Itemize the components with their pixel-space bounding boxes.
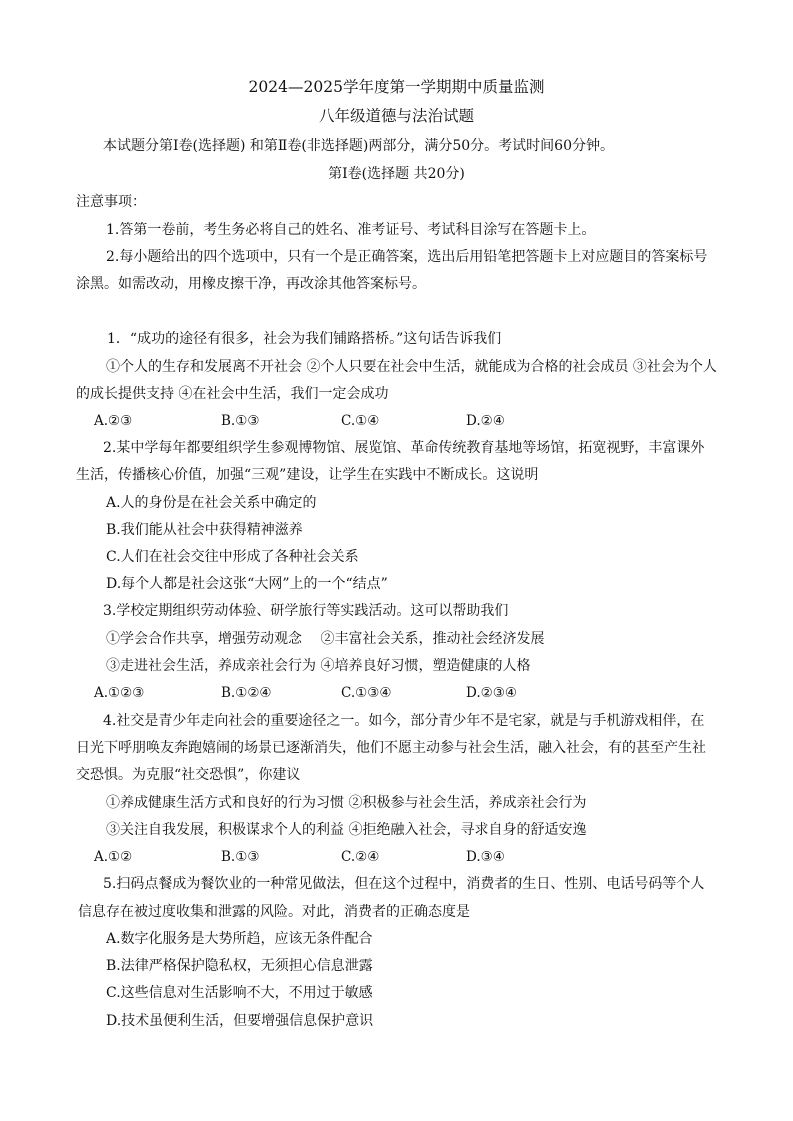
- q4-option-d[interactable]: D.③④: [466, 849, 505, 865]
- q4-option-b[interactable]: B.①③: [221, 849, 260, 865]
- q3-statements-cont: ③走进社会生活，养成亲社会行为 ④培养良好习惯，塑造健康的人格: [106, 658, 531, 674]
- q1-option-b[interactable]: B.①③: [221, 413, 260, 429]
- q3-stem: 3.学校定期组织劳动体验、研学旅行等实践活动。这可以帮助我们: [103, 603, 509, 619]
- q3-option-c[interactable]: C.①③④: [341, 685, 392, 701]
- exam-title: 2024—2025学年度第一学期期中质量监测: [248, 78, 545, 96]
- exam-intro: 本试题分第Ⅰ卷(选择题) 和第Ⅱ卷(非选择题)两部分，满分50分。考试时间60分钟。: [103, 138, 614, 154]
- q4-stem-cont-2: 交恐惧。为克服“社交恐惧”，你建议: [76, 767, 301, 783]
- q5-option-d[interactable]: D.技术虽便利生活，但要增强信息保护意识: [106, 1013, 374, 1029]
- q3-option-b[interactable]: B.①②④: [221, 685, 272, 701]
- q2-stem: 2.某中学每年都要组织学生参观博物馆、展览馆、革命传统教育基地等场馆，拓宽视野，丰富课外: [103, 440, 705, 456]
- q3-statements: ①学会合作共享，增强劳动观念 ②丰富社会关系，推动社会经济发展: [106, 631, 545, 647]
- q3-option-d[interactable]: D.②③④: [466, 685, 517, 701]
- notes-item-2-cont: 涂黑。如需改动，用橡皮擦干净，再改涂其他答案标号。: [76, 276, 426, 292]
- exam-subtitle: 八年级道德与法治试题: [318, 107, 474, 125]
- q5-option-a[interactable]: A.数字化服务是大势所趋，应该无条件配合: [106, 931, 373, 947]
- q2-option-a[interactable]: A.人的身份是在社会关系中确定的: [106, 495, 317, 511]
- q4-statements: ①养成健康生活方式和良好的行为习惯 ②积极参与社会生活，养成亲社会行为: [106, 795, 587, 811]
- q1-option-c[interactable]: C.①④: [341, 413, 380, 429]
- q5-option-c[interactable]: C.这些信息对生活影响不大，不用过于敏感: [106, 985, 373, 1001]
- notes-item-2: 2.每小题给出的四个选项中，只有一个是正确答案，选出后用铅笔把答题卡上对应题目的答案标号: [106, 249, 708, 265]
- q1-statements: ①个人的生存和发展离不开社会 ②个人只要在社会中生活，就能成为合格的社会成员 ③社会为个人: [106, 359, 717, 375]
- q4-stem: 4.社交是青少年走向社会的重要途径之一。如今，部分青少年不是宅家，就是与手机游戏相伴，在: [103, 713, 705, 729]
- q2-stem-cont: 生活，传播核心价值，加强“三观”建设，让学生在实践中不断成长。这说明: [76, 467, 539, 483]
- q2-option-b[interactable]: B.我们能从社会中获得精神滋养: [106, 522, 303, 538]
- q5-stem-cont: 信息存在被过度收集和泄露的风险。对此，消费者的正确态度是: [78, 904, 470, 920]
- q5-option-b[interactable]: B.法律严格保护隐私权，无须担心信息泄露: [106, 958, 373, 974]
- q4-statements-cont: ③关注自我发展，积极谋求个人的利益 ④拒绝融入社会，寻求自身的舒适安逸: [106, 822, 587, 838]
- q1-statements-cont: 的成长提供支持 ④在社会中生活，我们一定会成功: [76, 386, 389, 402]
- notes-heading: 注意事项：: [76, 194, 146, 210]
- q1-stem: 1．“成功的途径有很多，社会为我们铺路搭桥。”这句话告诉我们: [107, 331, 502, 347]
- q5-stem: 5.扫码点餐成为餐饮业的一种常见做法，但在这个过程中，消费者的生日、性别、电话号码等个人: [103, 876, 705, 892]
- q1-option-d[interactable]: D.②④: [466, 413, 505, 429]
- q2-option-c[interactable]: C.人们在社会交往中形成了各种社会关系: [106, 549, 359, 565]
- q4-option-a[interactable]: A.①②: [94, 849, 133, 865]
- q1-option-a[interactable]: A.②③: [94, 413, 133, 429]
- section-title: 第Ⅰ卷(选择题 共20分): [328, 166, 465, 182]
- q3-option-a[interactable]: A.①②③: [94, 685, 145, 701]
- notes-item-1: 1.答第一卷前，考生务必将自己的姓名、准考证号、考试科目涂写在答题卡上。: [106, 222, 596, 238]
- q4-stem-cont: 日光下呼朋唤友奔跑嬉闹的场景已逐渐消失，他们不愿主动参与社会生活，融入社会，有的甚至产生社: [76, 740, 706, 756]
- q2-option-d[interactable]: D.每个人都是社会这张“大网”上的一个“结点”: [106, 576, 388, 592]
- q4-option-c[interactable]: C.②④: [341, 849, 380, 865]
